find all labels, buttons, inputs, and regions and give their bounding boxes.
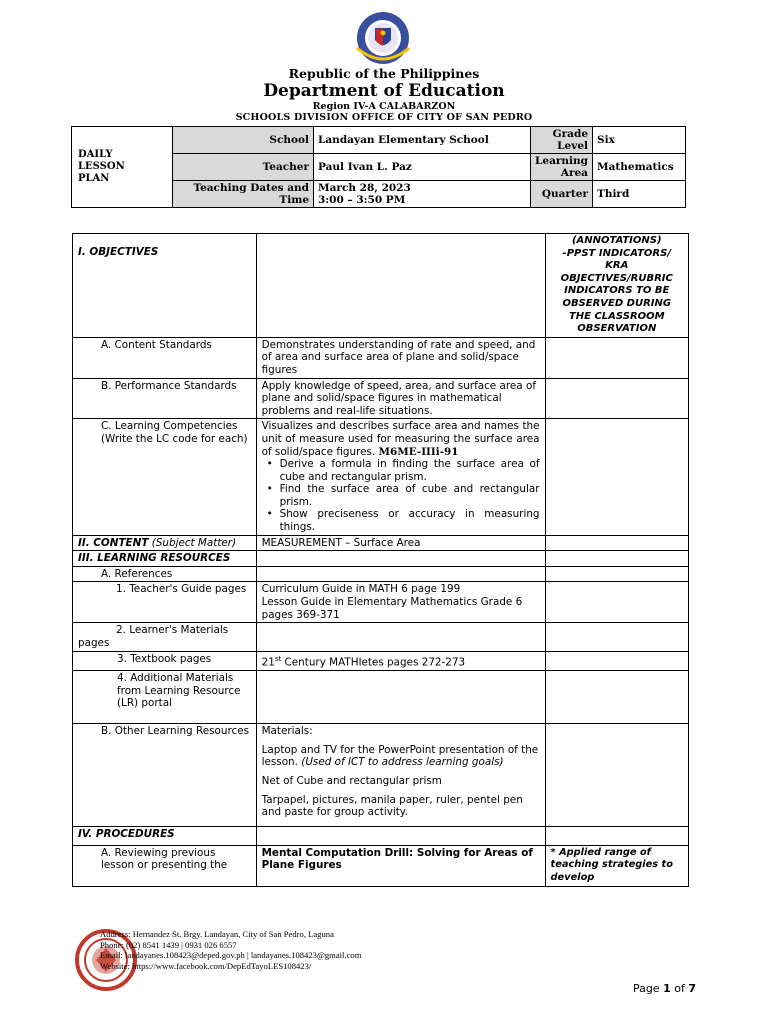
- page-number: Page 1 of 7: [632, 982, 696, 995]
- header-region: Region IV-A CALABARZON: [312, 101, 456, 112]
- lesson-info-table: [71, 126, 686, 208]
- header-department: Department of Education: [263, 81, 505, 101]
- dates-value: [314, 181, 531, 208]
- header-division: SCHOOLS DIVISION OFFICE OF CITY OF SAN PEDRO: [235, 112, 533, 123]
- list-item: • Derive a formula in finding the surface area of cube and rectangular prism.: [280, 458, 540, 483]
- other-resources-value: Materials: Laptop and TV for the PowerPoint presentation of the lesson. (Used of ICT to address learning goals) Net of Cube and rectangular prism Tarpapel, pictures, manila paper, ruler, pentel pen and paste for group activity.: [256, 724, 545, 827]
- performance-value: Apply knowledge of speed, area, and surface area of plane and solid/space figures in mathematical problems and real-life situations.: [256, 378, 545, 419]
- area-label: Learning Area: [531, 154, 593, 181]
- procedures-heading: IV. PROCEDURES: [73, 826, 257, 845]
- lesson-plan-table: [72, 233, 689, 887]
- textbook-label: 3. Textbook pages: [73, 652, 257, 671]
- deped-seal-logo: [343, 10, 423, 66]
- doc-type-label: DAILY LESSON PLAN: [72, 127, 173, 208]
- quarter-value: Third: [593, 181, 686, 208]
- content-standards-label: A. Content Standards: [73, 337, 257, 378]
- resources-heading: III. LEARNING RESOURCES: [73, 551, 257, 567]
- content-value: MEASUREMENT – Surface Area: [256, 535, 545, 551]
- review-annotation: * Applied range of teaching strategies to develop: [545, 845, 688, 886]
- area-value: Mathematics: [593, 154, 686, 181]
- school-label: School: [173, 127, 314, 154]
- other-resources-label: B. Other Learning Resources: [73, 724, 257, 827]
- competencies-value: [256, 419, 545, 535]
- quarter-label: Quarter: [531, 181, 593, 208]
- footer-contact: [100, 929, 361, 971]
- footer-phone: Phone: (02) 8541 1439 | 0931 026 6557: [100, 939, 237, 950]
- additional-materials-label: 4. Additional Materials from Learning Resource (LR) portal: [73, 671, 257, 724]
- performance-label: B. Performance Standards: [73, 378, 257, 419]
- dates-value-date: March 28, 2023: [318, 182, 411, 194]
- annotations-heading: (ANNOTATIONS) -PPST INDICATORS/ KRA OBJECTIVES/RUBRIC INDICATORS TO BE OBSERVED DURING THE CLASSROOM OBSERVATION: [545, 234, 688, 338]
- lc-code: M6ME-IIIi-91: [378, 445, 459, 458]
- footer-website: Website: https://www.facebook.com/DepEdTayoLES108423/: [100, 960, 312, 971]
- content-label-cell: [73, 535, 257, 551]
- competency-list: [262, 458, 540, 534]
- content-subheading: (Subject Matter): [151, 536, 237, 549]
- footer-address: Address: Hernandez St. Brgy. Landayan, City of San Pedro, Laguna: [100, 929, 334, 939]
- review-label: A. Reviewing previous lesson or presenting the: [73, 845, 257, 886]
- teacher-value: Paul Ivan L. Paz: [314, 154, 531, 181]
- grade-label: Grade Level: [531, 127, 593, 154]
- grade-value: Six: [593, 127, 686, 154]
- list-item: • Show preciseness or accuracy in measuring things.: [280, 508, 540, 533]
- teacher-label: Teacher: [173, 154, 314, 181]
- competencies-text: Visualizes and describes surface area and names the unit of measure used for measuring the surface area of solid/space figures.: [261, 420, 540, 458]
- content-heading: II. CONTENT: [78, 536, 149, 549]
- footer-email: Email: landayanes.108423@deped.gov.ph | landayanes.108423@gmail.com: [100, 950, 362, 960]
- dates-value-time: 3:00 – 3:50 PM: [318, 194, 406, 206]
- review-value: Mental Computation Drill: Solving for Areas of Plane Figures: [256, 845, 545, 886]
- school-value: Landayan Elementary School: [314, 127, 531, 154]
- objectives-heading: I. OBJECTIVES: [73, 234, 257, 338]
- learners-materials-label: 2. Learner's Materials pages: [73, 623, 257, 652]
- header-republic: Republic of the Philippines: [288, 66, 480, 81]
- list-item: • Find the surface area of cube and rectangular prism.: [280, 483, 540, 508]
- textbook-value: 21st Century MATHletes pages 272-273: [256, 652, 545, 671]
- references-label: A. References: [73, 566, 257, 582]
- teachers-guide-label: 1. Teacher's Guide pages: [73, 582, 257, 623]
- dates-label: Teaching Dates and Time: [173, 181, 314, 208]
- teachers-guide-value: Curriculum Guide in MATH 6 page 199 Lesson Guide in Elementary Mathematics Grade 6 pages 369-371: [256, 582, 545, 623]
- competencies-label: C. Learning Competencies (Write the LC code for each): [73, 419, 257, 535]
- content-standards-value: Demonstrates understanding of rate and speed, and of area and surface area of plane and solid/space figures: [256, 337, 545, 378]
